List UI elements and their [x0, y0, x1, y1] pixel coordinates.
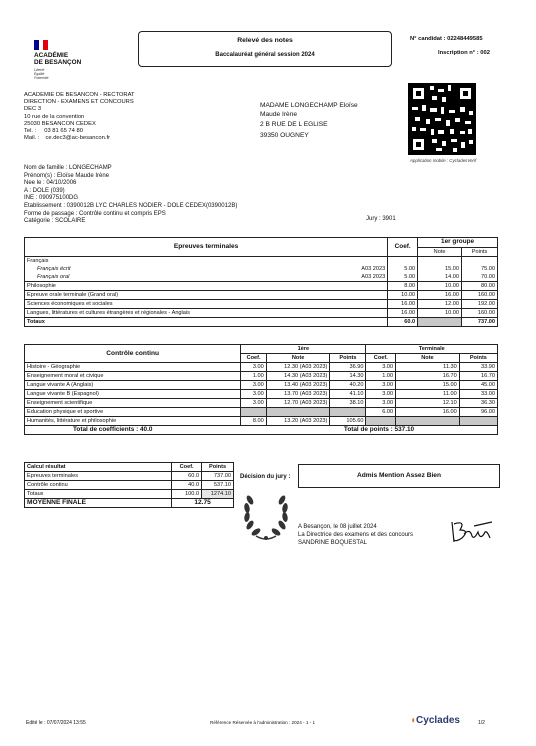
devise: Liberté Égalité Fraternité: [34, 68, 49, 80]
marianne-flag-icon: [34, 40, 48, 50]
table-row: Langue vivante A (Anglais) 3.00 13.40 (A03 2023) 40.20 3.00 15.00 45.00: [25, 381, 498, 390]
edited-date: Edité le : 07/07/2024 13:55: [26, 720, 86, 726]
candidate-info: Nom de famille : LONGECHAMP Prénom(s) : Eloïse Maude Irène Nee le : 04/10/2006 A : DOLE (039) INE : 090975100DG Etablissement : 0390012B LYC CHARLES NODIER - DOLE CEDEX(0390012B) Forme de passage : Contrôle continu et compris EPS Catégorie : SCOLAIRE: [24, 165, 238, 225]
terminal-header-points: Points: [462, 247, 498, 257]
table-row: Education physique et sportive 6.00 16.00 96.00: [25, 408, 498, 417]
laurel-wreath-icon: [240, 486, 292, 542]
cyclades-logo-icon: ◖: [410, 715, 417, 726]
cc-header-title: Contrôle continu: [25, 345, 241, 363]
cc-total-row: Total de coefficients : 40.0 Total de points : 537.10: [73, 426, 415, 433]
qr-code: [408, 83, 476, 155]
terminal-total-row: Totaux 60.0 737.00: [25, 318, 498, 327]
cyclades-logo: ◖Cyclades: [410, 715, 460, 726]
table-row: Enseignement scientifique 3.00 12.70 (A03 2023) 38.10 3.00 12.10 36.30: [25, 399, 498, 408]
table-row: Sciences économiques et sociales 16.00 12.00 192.00: [25, 300, 498, 309]
terminal-exams-table: [24, 237, 498, 327]
cc-header-terminale: Terminale: [366, 345, 498, 354]
table-row: Langue vivante B (Espagnol) 3.00 13.70 (A03 2023) 41.10 3.00 11.00 33.00: [25, 390, 498, 399]
table-row: Français oral A03 2023 5.00 14.00 70.00: [25, 273, 498, 282]
signature-block: A Besançon, le 08 juillet 2024 La Directrice des examens et des concours SANDRINE BOQUESTAL: [298, 524, 414, 546]
table-row: Français écrit A03 2023 5.00 15.00 75.00: [25, 265, 498, 273]
table-row: Contrôle continu 40.0 537.10: [25, 481, 234, 490]
terminal-header-epreuves: Epreuves terminales: [25, 238, 388, 257]
jury-number: Jury : 3901: [366, 216, 396, 222]
table-row: Humanités, littérature et philosophie 8.00 13.20 (A03 2023) 105.60: [25, 417, 498, 426]
terminal-header-group: 1er groupe: [418, 238, 498, 248]
final-average-row: MOYENNE FINALE 12.75: [25, 499, 234, 508]
page-title: Relevé des notes: [237, 37, 293, 44]
candidate-number: N° candidat : 02248449585: [410, 36, 483, 42]
decision-label: Décision du jury :: [240, 474, 291, 480]
table-row: Histoire - Géographie 3.00 12.30 (A03 2023) 36.90 3.00 11.30 33.90: [25, 363, 498, 372]
academie-logo: [34, 40, 81, 80]
result-calculation-table: Calcul résultat Coef. Points Epreuves terminales 60.0 737.00 Contrôle continu 40.0 537.10 Totaux 100.0 1274.10 MOYENNE FINALE 12.75: [24, 462, 234, 508]
sender-address: ACADEMIE DE BESANCON - RECTORAT DIRECTION - EXAMENS ET CONCOURS DEC 3 10 rue de la convention 25030 BESANCON CEDEX Tel. : 03 81 65 74 80 Mail. : ce.dec3@ac-besancon.fr: [24, 92, 135, 142]
table-row: Enseignement moral et civique 1.00 14.30 (A03 2023) 14.30 1.00 16.70 16.70: [25, 372, 498, 381]
title-box: [138, 31, 392, 67]
calc-title: Calcul résultat: [25, 463, 172, 472]
inscription-number: Inscription n° : 002: [438, 50, 490, 56]
table-row: Philosophie 8.00 10.00 80.00: [25, 282, 498, 291]
page-number: 1/2: [478, 720, 485, 726]
table-row: Totaux 100.0 1274.10: [25, 490, 234, 499]
page-subtitle: Baccalauréat général session 2024: [215, 52, 315, 58]
cc-header-premiere: 1ère: [241, 345, 366, 354]
recipient-address: MADAME LONGECHAMP Eloïse Maude Irène 2 B RUE DE L EGLISE 39350 OUGNEY: [260, 102, 358, 140]
table-row: Langues, littératures et cultures étrangères et régionales - Anglais 16.00 10.00 160.00: [25, 309, 498, 318]
table-row: Epreuves terminales 60.0 737.00: [25, 472, 234, 481]
decision-value: Admis Mention Assez Bien: [298, 464, 500, 488]
terminal-header-coef: Coef.: [388, 238, 418, 257]
table-row: Epreuve orale terminale (Grand oral) 10.00 16.00 160.00: [25, 291, 498, 300]
qr-caption: Application mobile : CycladesVerif: [410, 158, 477, 163]
handwritten-signature: [448, 516, 496, 546]
table-row: Français: [25, 257, 498, 266]
terminal-header-note: Note: [418, 247, 462, 257]
academie-name: ACADÉMIE DE BESANÇON: [34, 52, 82, 66]
continuous-assessment-table: Contrôle continu 1ère Terminale Coef. Note Points Coef. Note Points Histoire - Géographie 3.00 12.30 (A03 2023) 36.90 3.00 11.30 33.90 Enseignement moral et civique 1.00 14.30 (A03 2023) 14.30 1.00 16.70 16.70 Langue vivante A (Anglais) 3.00 13.40 (A03 2023) 40.20 3.00 15.00 45.00 Langue vivante B (Espagnol) 3.00 13.70 (A03 2023) 41.10 3.00 11.00 33.00 Enseignement scientifique 3.00 12.70 (A03 2023) 38.10 3.00 12.10 36.30 Education physique et sportive 6.00 16.00 96.00 Humanités, littérature et philosophie 8.00 13.20 (A03 2023) 105.60 Total de coefficients : 40.0 Total de points : 537.10: [24, 344, 498, 435]
admin-reference: Référence Réservée à l'administration : 2024 - 1 - 1: [210, 720, 316, 725]
